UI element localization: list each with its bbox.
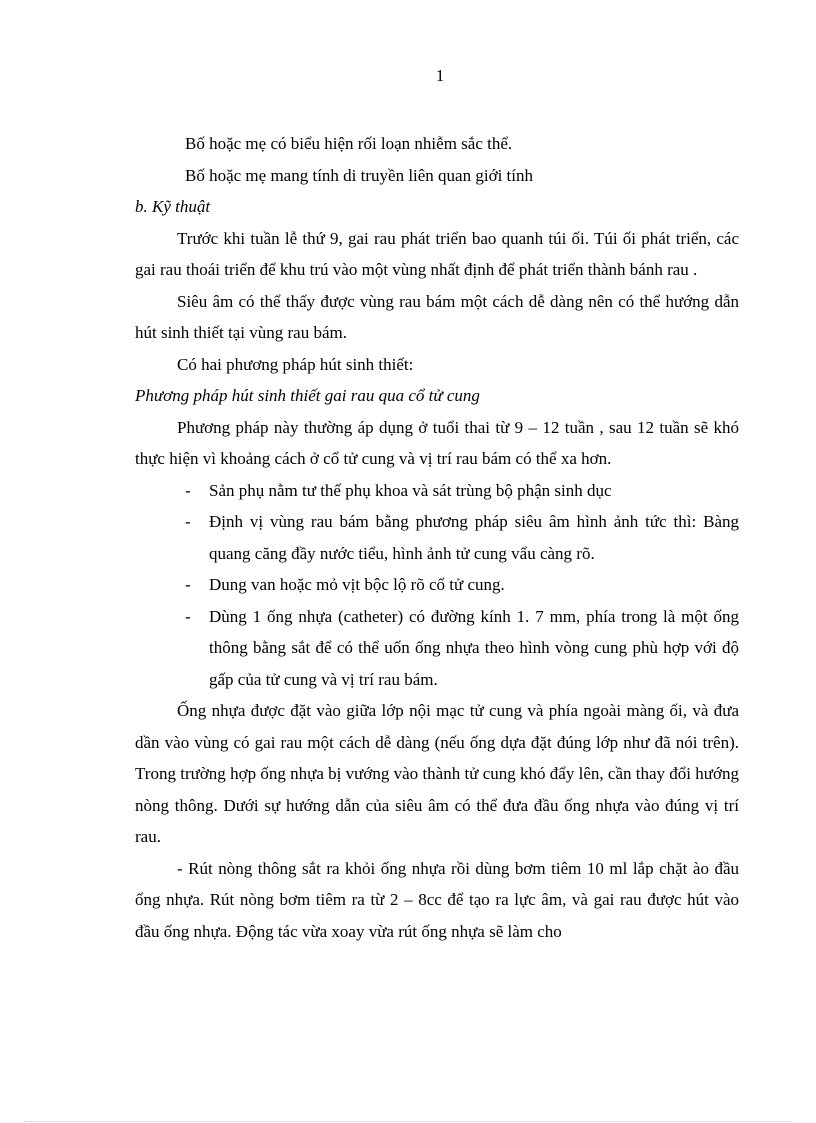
document-body xyxy=(135,128,739,947)
paragraph: Siêu âm có thể thấy được vùng rau bám một cách dễ dàng nên có thể hướng dẫn hút sinh thiết tại vùng rau bám. xyxy=(135,291,739,342)
bullet-dash: - xyxy=(185,512,191,531)
paragraph: - Rút nòng thông sắt ra khỏi ống nhựa rồi dùng bơm tiêm 10 ml lắp chặt ào đầu ống nhựa. Rút nòng bơm tiêm ra từ 2 – 8cc để tạo ra lực âm, và gai rau được hút vào đầu ống nhựa. Động tác vừa xoay vừa rút ống nhựa sẽ làm cho xyxy=(135,858,739,941)
list-item xyxy=(135,601,739,696)
list-item-text: Định vị vùng rau bám bằng phương pháp siêu âm hình ảnh tức thì: Bàng quang căng đầy nước tiểu, hình ảnh tử cung vẩu càng rõ. xyxy=(209,512,739,563)
paragraph: Phương pháp này thường áp dụng ở tuổi thai từ 9 – 12 tuần , sau 12 tuần sẽ khó thực hiện vì khoảng cách ở cổ tử cung và vị trí rau bám có thể xa hơn. xyxy=(135,417,739,468)
bullet-dash: - xyxy=(185,480,191,500)
page-number: 1 xyxy=(435,66,445,85)
list-item-text: Dung van hoặc mỏ vịt bộc lộ rõ cổ tử cung. xyxy=(209,575,505,594)
paragraph: Ống nhựa được đặt vào giữa lớp nội mạc tử cung và phía ngoài màng ối, và đưa dần vào vùng có gai rau một cách dễ dàng (nếu ống dựa đặt đúng lớp như đã nói trên). Trong trường hợp ống nhựa bị vướng vào thành tử cung khó đẩy lên, cần thay đổi hướng nòng thông. Dưới sự hướng dẫn của siêu âm có thể đưa đầu ống nhựa vào đúng vị trí rau. xyxy=(135,701,739,846)
paragraph: Bố hoặc mẹ có biểu hiện rối loạn nhiễm sắc thể. xyxy=(185,134,513,153)
paragraph: Trước khi tuần lễ thứ 9, gai rau phát triển bao quanh túi ối. Túi ối phát triển, các gai rau thoái triển để khu trú vào một vùng nhất định để phát triển thành bánh rau . xyxy=(135,228,739,279)
list-item xyxy=(135,475,739,507)
section-heading: b. Kỹ thuật xyxy=(135,197,211,216)
list-item-text: Dùng 1 ống nhựa (catheter) có đường kính 1. 7 mm, phía trong là một ống thông bằng sắt để có thể uốn ống nhựa theo hình vòng cung phù hợp với độ gấp của tử cung và vị trí rau bám. xyxy=(209,606,739,689)
paragraph: Có hai phương pháp hút sinh thiết: xyxy=(177,354,414,374)
bullet-dash: - xyxy=(185,606,191,626)
paragraph: Bố hoặc mẹ mang tính di truyền liên quan giới tính xyxy=(185,165,533,185)
subsection-heading: Phương pháp hút sinh thiết gai rau qua cổ tử cung xyxy=(135,386,480,405)
list-item xyxy=(135,569,739,601)
list-item-text: Sản phụ nằm tư thế phụ khoa và sát trùng bộ phận sinh dục xyxy=(209,480,612,500)
list-item xyxy=(135,506,739,569)
bullet-dash: - xyxy=(185,575,191,594)
page-bottom-divider xyxy=(24,1121,792,1122)
